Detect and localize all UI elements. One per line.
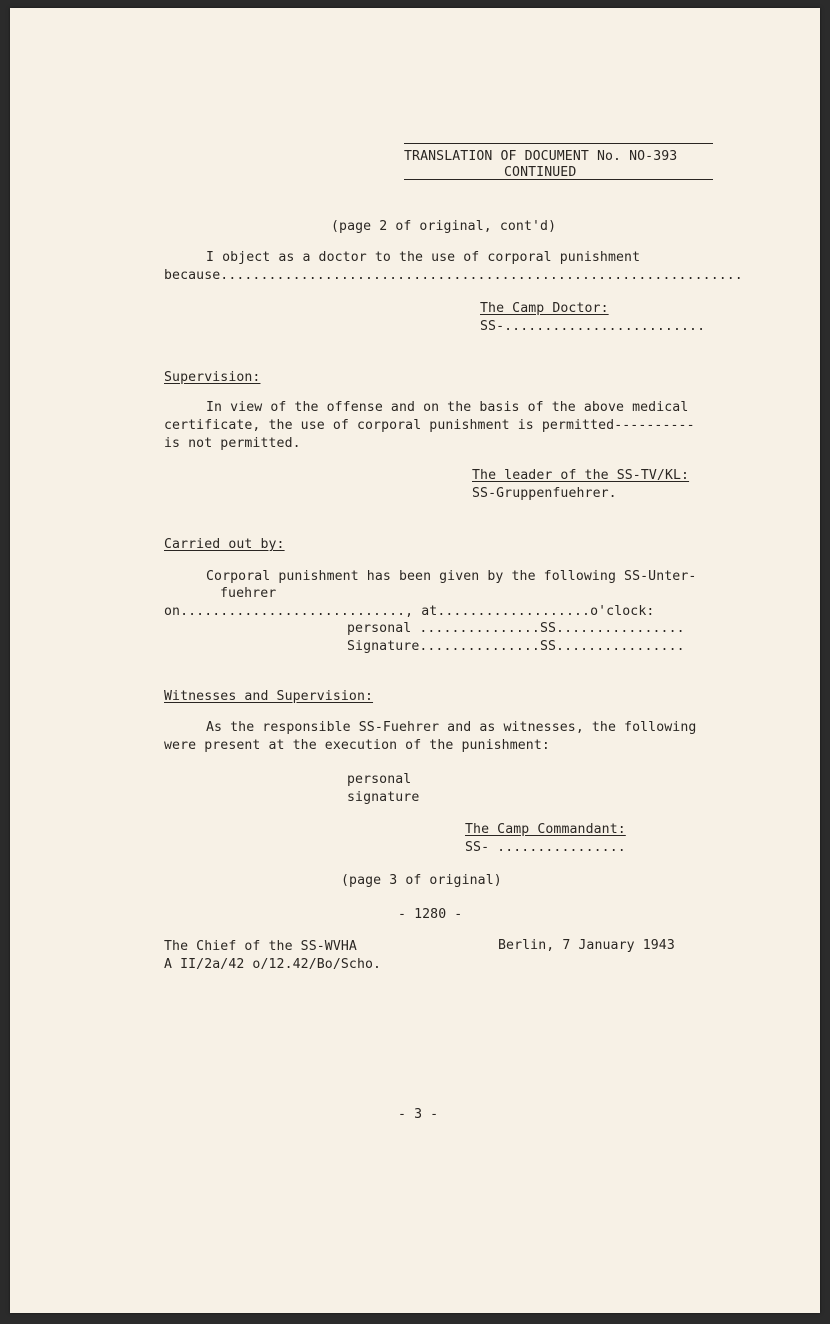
carried-out-line-1: Corporal punishment has been given by the following SS-Unter- xyxy=(206,569,697,584)
sender-line-1: The Chief of the SS-WVHA xyxy=(164,939,357,954)
supervision-heading: Supervision: xyxy=(164,370,261,385)
supervision-line-2: certificate, the use of corporal punishment is permitted---------- xyxy=(164,418,695,433)
camp-doctor-title: The Camp Doctor: xyxy=(480,301,609,316)
carried-out-line-2: fuehrer xyxy=(220,586,277,601)
carried-out-line-3: on............................, at...................o'clock: xyxy=(164,604,655,619)
witnesses-line-2: were present at the execution of the punishment: xyxy=(164,738,550,753)
document-title: TRANSLATION OF DOCUMENT No. NO-393 xyxy=(404,149,678,164)
supervision-line-1: In view of the offense and on the basis of the above medical xyxy=(206,400,689,415)
carried-out-heading: Carried out by: xyxy=(164,537,285,552)
witnesses-heading: Witnesses and Supervision: xyxy=(164,689,374,704)
sender-line-2: A II/2a/42 o/12.42/Bo/Scho. xyxy=(164,957,382,972)
page-note-original-2: (page 2 of original, cont'd) xyxy=(331,219,557,234)
header-rule-bottom xyxy=(404,179,713,180)
header-rule-top xyxy=(404,143,713,144)
camp-commandant-ss-line: SS- ................ xyxy=(465,840,626,855)
witnesses-line-1: As the responsible SS-Fuehrer and as witnesses, the following xyxy=(206,720,697,735)
place-date: Berlin, 7 January 1943 xyxy=(498,938,675,953)
witnesses-signature: signature xyxy=(347,790,420,805)
camp-doctor-ss-line: SS-......................... xyxy=(480,319,706,334)
camp-commandant-title: The Camp Commandant: xyxy=(465,822,626,837)
witnesses-personal: personal xyxy=(347,772,412,787)
supervision-line-3: is not permitted. xyxy=(164,436,301,451)
carried-out-signature: Signature...............SS................ xyxy=(347,639,685,654)
carried-out-personal: personal ...............SS................ xyxy=(347,621,685,636)
document-subtitle: CONTINUED xyxy=(504,165,577,180)
ss-rank: SS-Gruppenfuehrer. xyxy=(472,486,617,501)
objection-line-1: I object as a doctor to the use of corporal punishment xyxy=(206,250,641,265)
document-number: - 1280 - xyxy=(398,907,463,922)
page-note-original-3: (page 3 of original) xyxy=(341,873,502,888)
objection-line-2: because................................................................. xyxy=(164,268,743,283)
page-number: - 3 - xyxy=(398,1107,439,1122)
ss-tv-leader-title: The leader of the SS-TV/KL: xyxy=(472,468,690,483)
